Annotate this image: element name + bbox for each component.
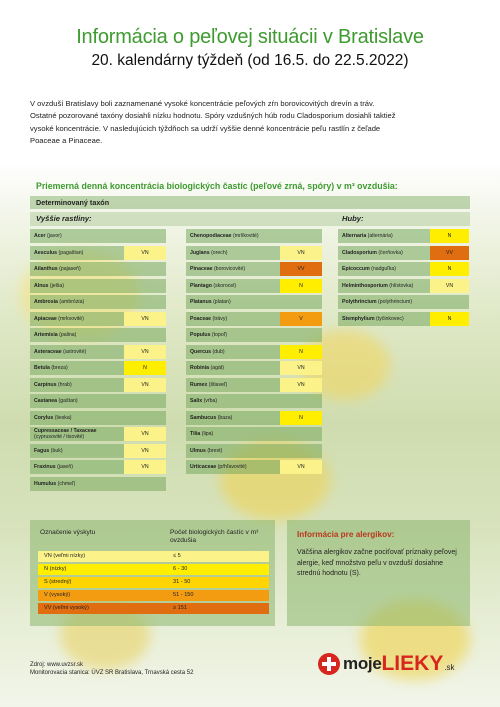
taxon-common: (lieska)	[54, 414, 72, 421]
level-cell	[430, 295, 469, 309]
taxon-name	[186, 361, 280, 375]
level-cell: VN	[280, 460, 322, 474]
level-cell	[124, 279, 166, 293]
taxon-latin: Artemisia	[34, 332, 58, 338]
taxon-latin: Quercus	[190, 348, 212, 355]
taxon-name	[30, 262, 124, 276]
level-cell: VV	[430, 246, 469, 260]
logo-text-moje: moje	[343, 654, 382, 673]
taxon-common: (jaseň)	[57, 464, 73, 470]
taxon-latin: Cupressaceae / Taxaceae	[34, 428, 97, 434]
legend-level-range: ≥ 151	[173, 605, 187, 611]
taxon-name	[30, 345, 124, 359]
mojelieky-logo	[318, 651, 455, 677]
page-subtitle: 20. kalendárny týždeň (od 16.5. do 22.5.2022)	[91, 52, 409, 69]
taxon-row	[338, 229, 469, 243]
taxon-name	[30, 394, 124, 408]
taxon-latin: Salix	[190, 398, 203, 404]
taxon-name	[186, 411, 280, 425]
level-cell: VN	[124, 345, 166, 359]
taxon-row	[30, 378, 166, 392]
taxon-latin: Populus	[190, 332, 211, 338]
level-cell	[124, 328, 166, 342]
level-cell	[124, 394, 166, 408]
intro-line: Ostatné pozorované taxóny dosiahli nízku hodnotu. Spóry vzdušných húb rodu Cladosporium dosiahli taktiež	[30, 111, 396, 121]
taxon-name	[338, 279, 430, 293]
taxon-common: (trávy)	[212, 315, 228, 322]
taxon-name	[30, 229, 124, 243]
taxon-latin: Acer	[34, 233, 46, 239]
level-cell: VV	[280, 262, 322, 276]
footer	[30, 661, 193, 677]
taxon-row	[186, 394, 322, 408]
taxon-common: (pajaseň)	[59, 266, 81, 272]
level-cell: VN	[280, 378, 322, 392]
taxon-latin: Humulus	[34, 480, 57, 487]
source-text: Zdroj: www.uvzsr.sk	[30, 662, 84, 668]
taxon-name	[186, 444, 280, 458]
legend-level-range: 6 - 30	[173, 566, 188, 572]
taxon-common: (hrab)	[57, 381, 72, 388]
taxon-row	[338, 262, 469, 276]
taxon-name	[186, 279, 280, 293]
taxon-row	[186, 279, 322, 293]
taxon-row	[338, 246, 469, 260]
level-cell: VN	[124, 427, 166, 441]
taxon-name	[186, 394, 280, 408]
legend-row	[38, 564, 269, 575]
taxon-row	[186, 427, 322, 441]
taxon-name	[30, 411, 124, 425]
taxon-common: (breza)	[51, 365, 68, 371]
taxon-latin: Alnus	[34, 282, 49, 289]
intro-line: Poaceae a Pinaceae.	[30, 136, 103, 146]
taxon-common: (pagaštan)	[58, 249, 84, 256]
taxon-latin: Apiaceae	[34, 315, 57, 322]
level-cell: V	[280, 312, 322, 326]
level-cell: VN	[280, 246, 322, 260]
taxon-common: (chmeľ)	[57, 480, 76, 487]
taxon-name	[186, 262, 280, 276]
level-cell	[124, 411, 166, 425]
taxon-name	[338, 229, 430, 243]
level-cell	[280, 229, 322, 243]
taxon-latin: Ailanthus	[34, 266, 58, 272]
level-cell	[280, 394, 322, 408]
page-title: Informácia o peľovej situácii v Bratislave	[76, 26, 424, 48]
taxon-name	[30, 312, 124, 326]
taxon-latin: Alternaria	[342, 233, 367, 239]
plants-column-1	[30, 229, 166, 493]
taxon-row	[30, 411, 166, 425]
intro-line: V ovzduší Bratislavy boli zaznamenané vysoké koncentrácie peľových zŕn borovicovitých drevín a tráv.	[30, 99, 375, 108]
legend-rows	[38, 551, 269, 616]
level-cell	[280, 295, 322, 309]
taxon-row	[186, 411, 322, 425]
taxon-common: (palina)	[59, 332, 77, 338]
taxon-latin: Chenopodiaceae	[190, 233, 232, 239]
intro-line: vysoké koncentrácie. V nasledujúcich týždňoch sa udrží vyššie denné koncentrácie peľu rastlín z čeľade	[30, 123, 381, 133]
taxon-common: (pŕhľavovité)	[217, 464, 247, 470]
taxon-row	[30, 229, 166, 243]
taxon-row	[186, 262, 322, 276]
taxon-row	[30, 246, 166, 260]
taxon-row	[30, 279, 166, 293]
allergy-info-title: Informácia pre alergikov:	[297, 530, 395, 539]
taxon-latin: Fagus	[34, 447, 50, 454]
determined-taxon-header: Determinovaný taxón	[30, 196, 470, 209]
taxon-row	[186, 378, 322, 392]
level-cell: VN	[124, 246, 166, 260]
taxon-row	[186, 295, 322, 309]
taxon-latin: Betula	[34, 365, 50, 371]
level-cell: VN	[430, 279, 469, 293]
taxon-common: (orech)	[211, 249, 228, 256]
taxon-name	[30, 378, 124, 392]
fungi-heading: Huby:	[342, 214, 364, 223]
taxon-latin: Polythrincium	[342, 299, 377, 305]
taxon-latin: Fraxinus	[34, 464, 56, 470]
taxon-row	[186, 229, 322, 243]
taxon-latin: Corylus	[34, 414, 54, 421]
taxon-latin: Poaceae	[190, 315, 212, 322]
taxon-common: (platan)	[213, 299, 231, 305]
level-cell	[280, 444, 322, 458]
taxon-row	[30, 328, 166, 342]
level-cell: VN	[124, 312, 166, 326]
taxon-row	[30, 394, 166, 408]
legend-level-label: VV (veľmi vysoký)	[44, 605, 89, 611]
taxon-name	[30, 427, 124, 441]
level-cell: VN	[124, 378, 166, 392]
concentration-title: Priemerná denná koncentrácia biologických častíc (peľové zrná, spóry) v m³ ovzdušia:	[36, 181, 398, 191]
taxon-row	[30, 444, 166, 458]
taxon-name	[30, 328, 124, 342]
taxon-latin: Epicoccum	[342, 266, 370, 272]
taxon-row	[30, 361, 166, 375]
level-cell	[280, 427, 322, 441]
level-cell: N	[280, 345, 322, 359]
taxon-common: (ambrózia)	[59, 299, 85, 305]
taxon-latin: Robinia	[190, 365, 210, 371]
taxon-common: (brest)	[207, 447, 223, 454]
taxon-common: (hlístovka)	[389, 282, 414, 289]
taxon-latin: Cladosporium	[342, 249, 377, 256]
taxon-common: (jelša)	[49, 282, 64, 289]
taxon-row	[186, 246, 322, 260]
taxon-latin: Urticaceae	[190, 464, 217, 470]
taxon-common: (buk)	[50, 447, 63, 454]
legend-level-label: V (vysoký)	[44, 592, 71, 598]
taxon-row	[186, 444, 322, 458]
taxon-latin: Ambrosia	[34, 299, 58, 305]
taxon-name	[30, 295, 124, 309]
taxon-name	[186, 345, 280, 359]
level-cell: N	[430, 229, 469, 243]
legend-level-label: S (stredný)	[44, 579, 72, 585]
taxon-row	[186, 460, 322, 474]
taxon-common: (topoľ)	[211, 332, 227, 338]
taxon-latin: Aesculus	[34, 249, 58, 256]
taxon-row	[186, 361, 322, 375]
taxon-name	[186, 246, 280, 260]
taxon-row	[186, 345, 322, 359]
taxon-latin: Juglans	[190, 249, 210, 256]
taxon-common: (javor)	[47, 233, 62, 239]
taxon-row	[338, 312, 469, 326]
taxon-common: (mrkvovité)	[58, 315, 84, 322]
level-cell: VN	[124, 460, 166, 474]
logo-text-sk: .sk	[444, 663, 455, 672]
taxon-common: (lipa)	[201, 431, 214, 437]
taxon-common: (dub)	[212, 348, 225, 355]
taxon-name	[338, 312, 430, 326]
legend-level-label: N (nízky)	[44, 566, 67, 572]
taxon-common: (mrlíkovité)	[232, 233, 259, 239]
legend-level-range: 31 - 50	[173, 579, 191, 585]
taxon-latin: Stemphylium	[342, 315, 375, 322]
taxon-name	[30, 246, 124, 260]
taxon-latin: Pinaceae	[190, 266, 213, 272]
level-cell	[280, 328, 322, 342]
level-cell	[124, 295, 166, 309]
taxon-row	[30, 345, 166, 359]
medical-cross-icon	[318, 653, 340, 675]
taxon-latin: Ulmus	[190, 447, 206, 454]
taxon-common: (čerňovka)	[378, 249, 403, 256]
taxon-name	[338, 295, 430, 309]
taxon-name	[338, 262, 430, 276]
legend-row	[38, 551, 269, 562]
taxon-name	[30, 279, 124, 293]
legend-level-range: ≤ 5	[173, 553, 181, 559]
taxon-latin: Helminthosporium	[342, 282, 388, 289]
level-cell: N	[430, 312, 469, 326]
taxon-name	[186, 378, 280, 392]
level-cell: N	[124, 361, 166, 375]
taxon-latin: Rumex	[190, 381, 208, 388]
taxon-name	[186, 295, 280, 309]
legend-row	[38, 577, 269, 588]
taxon-row	[338, 279, 469, 293]
higher-plants-heading: Vyššie rastliny:	[36, 214, 92, 223]
taxon-latin: Carpinus	[34, 381, 57, 388]
taxon-name	[30, 460, 124, 474]
taxon-common: (štiaveľ)	[208, 381, 228, 388]
legend-level-label: VN (veľmi nízky)	[44, 553, 86, 559]
intro-text	[30, 98, 470, 148]
taxon-common: (borovicovité)	[213, 266, 246, 272]
taxon-common: (vŕba)	[203, 398, 218, 404]
taxon-latin: Plantago	[190, 282, 212, 289]
logo-text-lieky: LIEKY	[381, 652, 444, 675]
allergy-info-text: Väčšina alergikov začne pociťovať príznaky peľovej alergie, keď množstvo peľu v ovzduší dosiahne strednú hodnotu (S).	[297, 549, 457, 578]
taxon-latin: Tilia	[190, 431, 201, 437]
taxon-name	[30, 444, 124, 458]
legend-row	[38, 603, 269, 614]
level-cell	[124, 229, 166, 243]
taxon-row	[186, 312, 322, 326]
legend-level-range: 51 - 150	[173, 592, 194, 598]
taxon-name	[186, 460, 280, 474]
taxon-common: (gaštan)	[58, 398, 78, 404]
taxon-row	[338, 295, 469, 309]
taxon-common: (cyprusovité / tisovité)	[34, 434, 85, 440]
taxon-latin: Platanus	[190, 299, 212, 305]
taxon-common: (astrovité)	[63, 348, 87, 355]
taxon-name	[186, 427, 280, 441]
level-cell: VN	[124, 444, 166, 458]
level-cell	[124, 477, 166, 491]
taxon-row	[186, 328, 322, 342]
legend-row	[38, 590, 269, 601]
taxon-common: (agát)	[210, 365, 225, 371]
taxon-name	[338, 246, 430, 260]
station-text: Monitorovacia stanica: ÚVZ SR Bratislava, Trnavská cesta 52	[30, 670, 194, 676]
taxon-common: (polythrincium)	[378, 299, 413, 305]
taxon-common: (tyčinkovec)	[376, 315, 404, 322]
group-header-bar	[30, 212, 470, 226]
taxon-latin: Castanea	[34, 398, 58, 404]
taxon-name	[30, 477, 124, 491]
taxon-name	[186, 328, 280, 342]
taxon-row	[30, 295, 166, 309]
taxon-row	[30, 477, 166, 491]
taxon-name	[186, 229, 280, 243]
taxon-row	[30, 460, 166, 474]
level-cell: N	[280, 411, 322, 425]
taxon-common: (skorocel)	[213, 282, 237, 289]
taxon-common: (nadguľka)	[371, 266, 397, 272]
taxon-row	[30, 312, 166, 326]
plants-column-2	[186, 229, 322, 477]
taxon-common: (alternária)	[367, 233, 393, 239]
level-cell: N	[280, 279, 322, 293]
level-cell: N	[430, 262, 469, 276]
taxon-common: (baza)	[217, 414, 233, 421]
taxon-name	[186, 312, 280, 326]
taxon-latin: Sambucus	[190, 414, 217, 421]
level-cell	[124, 262, 166, 276]
legend-label-header: Označenie výskytu	[40, 529, 96, 536]
level-cell: VN	[280, 361, 322, 375]
legend-value-header: Počet biologických častíc v m³ ovzdušia	[170, 529, 259, 544]
taxon-row	[30, 427, 166, 441]
fungi-column	[338, 229, 469, 328]
taxon-row	[30, 262, 166, 276]
taxon-name	[30, 361, 124, 375]
taxon-latin: Asteraceae	[34, 348, 62, 355]
